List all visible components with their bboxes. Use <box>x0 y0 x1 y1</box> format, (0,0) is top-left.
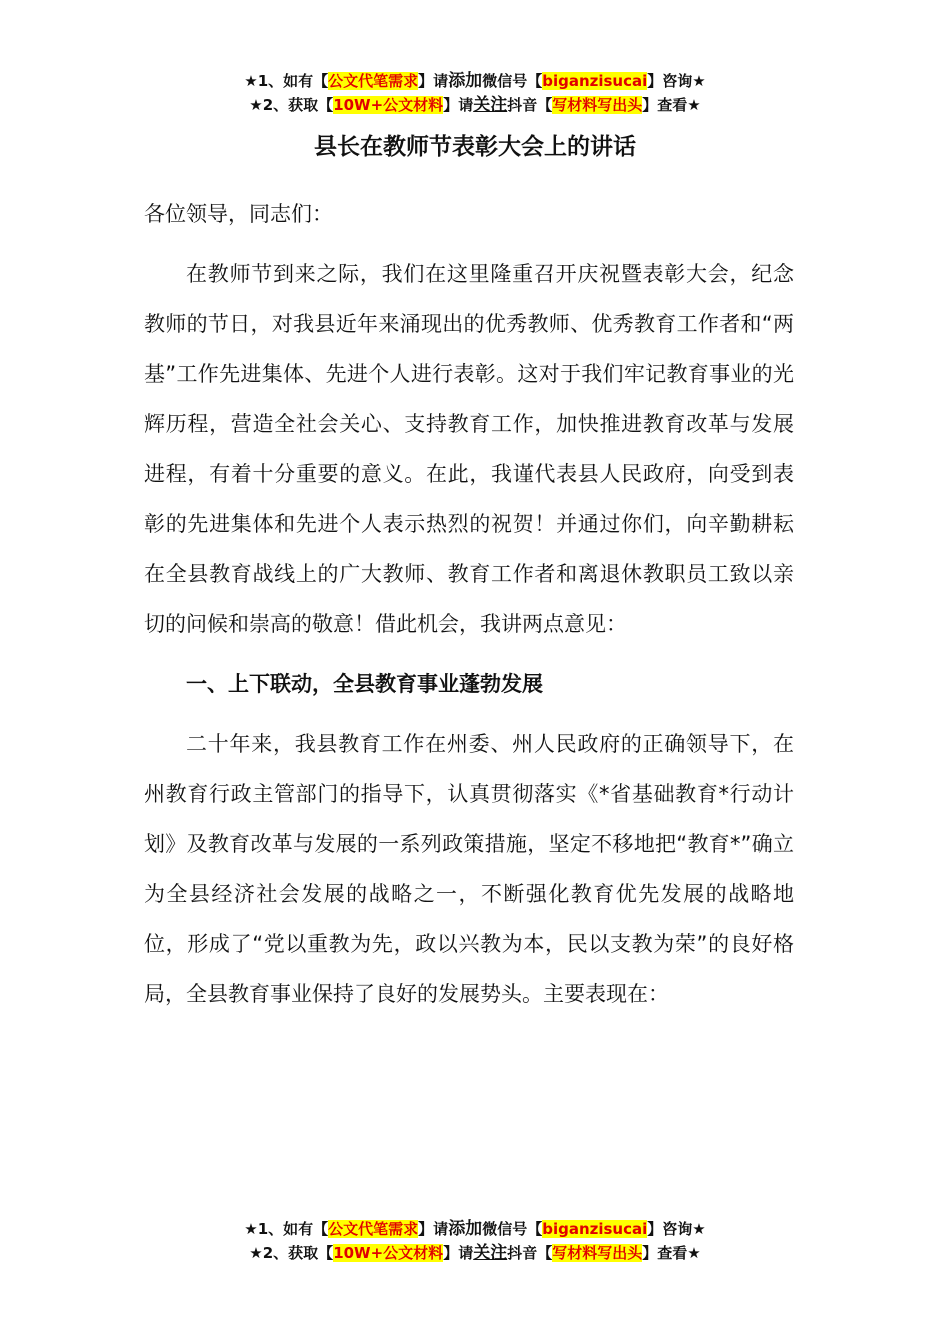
footer-banner <box>0 1217 950 1265</box>
paragraph-2: 二十年来，我县教育工作在州委、州人民政府的正确领导下，在州教育行政主管部门的指导下，认真贯彻落实《*省基础教育*行动计划》及教育改革与发展的一系列政策措施，坚定不移地把“教育*”确立为全县经济社会发展的战略之一，不断强化教育优先发展的战略地位，形成了“党以重教为先，政以兴教为本，民以支教为荣”的良好格局，全县教育事业保持了良好的发展势头。主要表现在： <box>144 732 794 1006</box>
banner-line-1: ★1、如有【公文代笔需求】请添加微信号【biganzisucai】咨询★ <box>244 71 706 91</box>
footer-highlight-wechat-id: biganzisucai <box>542 1220 648 1238</box>
paragraph-1: 在教师节到来之际，我们在这里隆重召开庆祝暨表彰大会，纪念教师的节日，对我县近年来涌现出的优秀教师、优秀教育工作者和“两基”工作先进集体、先进个人进行表彰。这对于我们牢记教育事业的光辉历程，营造全社会关心、支持教育工作，加快推进教育改革与发展进程，有着十分重要的意义。在此，我谨代表县人民政府，向受到表彰的先进集体和先进个人表示热烈的祝贺！并通过你们，向辛勤耕耘在全县教育战线上的广大教师、教育工作者和离退休教职员工致以亲切的问候和崇高的敬意！借此机会，我讲两点意见： <box>144 262 794 636</box>
highlight-wechat-id: biganzisucai <box>542 72 648 90</box>
banner-line-2: ★2、获取【10W+公文材料】请关注抖音【写材料写出头】查看★ <box>249 95 701 115</box>
footer-highlight-service: 公文代笔需求 <box>328 1220 419 1238</box>
footer-banner-line-2: ★2、获取【10W+公文材料】请关注抖音【写材料写出头】查看★ <box>249 1243 701 1263</box>
document-title: 县长在教师节表彰大会上的讲话 <box>314 134 636 160</box>
header-banner <box>0 69 950 117</box>
footer-banner-line-1: ★1、如有【公文代笔需求】请添加微信号【biganzisucai】咨询★ <box>244 1219 706 1239</box>
section-heading-1: 一、上下联动，全县教育事业蓬勃发展 <box>186 672 543 696</box>
footer-highlight-douyin: 写材料写出头 <box>552 1244 643 1262</box>
document-body <box>144 189 794 1019</box>
highlight-douyin: 写材料写出头 <box>552 96 643 114</box>
salutation: 各位领导，同志们： <box>144 202 333 226</box>
highlight-service: 公文代笔需求 <box>328 72 419 90</box>
highlight-materials: 10W+公文材料 <box>333 96 444 114</box>
footer-highlight-materials: 10W+公文材料 <box>333 1244 444 1262</box>
